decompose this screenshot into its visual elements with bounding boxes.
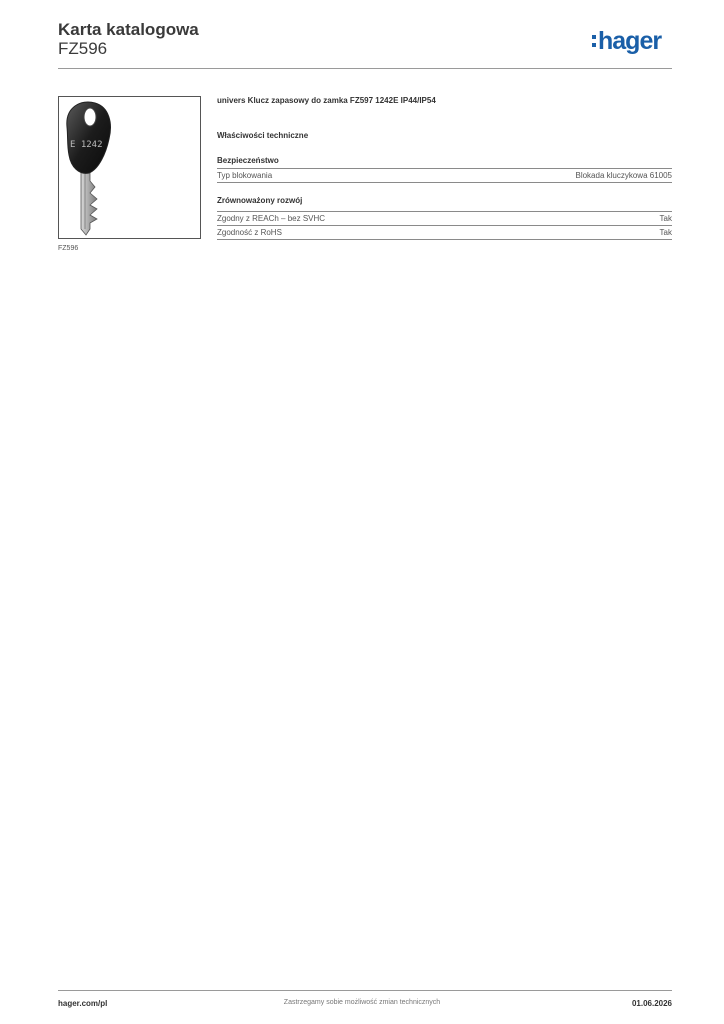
group-title-safety: Bezpieczeństwo	[217, 156, 279, 165]
footer-website-link[interactable]: hager.com/pl	[58, 999, 108, 1008]
logo-dots-icon	[592, 35, 596, 47]
header-divider	[58, 68, 672, 69]
specs-section-title: Właściwości techniczne	[217, 131, 309, 140]
spec-value: Tak	[659, 228, 672, 237]
product-image	[58, 96, 201, 239]
spec-value: Blokada kluczykowa 61005	[575, 171, 672, 180]
spec-label: Typ blokowania	[217, 171, 273, 180]
footer-date: 01.06.2026	[631, 999, 672, 1008]
image-caption: FZ596	[58, 245, 79, 252]
logo-text: hager	[598, 27, 662, 55]
footer-notice: Zastrzegamy sobie możliwość zmian technicznych	[283, 999, 441, 1006]
key-image-icon	[59, 97, 200, 238]
key-engraving: E 1242	[70, 140, 103, 150]
spec-row-lock-type	[217, 169, 672, 182]
group-title-sustainability: Zrównoważony rozwój	[217, 196, 303, 205]
document-title: Karta katalogowa	[58, 20, 199, 39]
footer-divider	[58, 990, 672, 991]
spec-label: Zgodny z REACh – bez SVHC	[217, 214, 326, 223]
hager-logo	[592, 26, 661, 56]
spec-row-rohs	[217, 226, 672, 239]
product-code: FZ596	[58, 39, 108, 58]
row-divider	[217, 239, 672, 240]
product-description: univers Klucz zapasowy do zamka FZ597 1242E IP44/IP54	[217, 96, 436, 105]
spec-label: Zgodność z RoHS	[217, 228, 282, 237]
row-divider	[217, 182, 672, 183]
spec-value: Tak	[659, 214, 672, 223]
spec-row-reach	[217, 212, 672, 225]
